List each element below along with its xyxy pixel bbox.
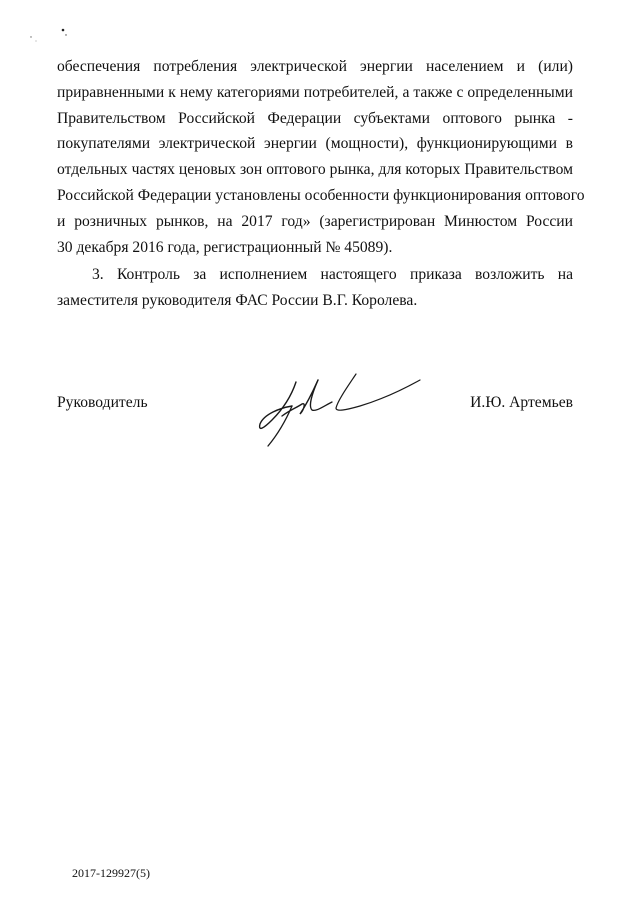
- text-line: отдельных частях ценовых зон оптового рынка, для которых Правительством: [57, 161, 573, 179]
- text-line: приравненными к нему категориями потребителей, а также с определенными: [57, 83, 573, 101]
- text-line: Российской Федерации установлены особенности функционирования оптового: [57, 186, 585, 204]
- document-number: 2017-129927(5): [72, 866, 150, 880]
- text-line: 30 декабря 2016 года, регистрационный № 45089).: [57, 238, 393, 256]
- signatory-role: Руководитель: [57, 394, 148, 411]
- signatory-name: И.Ю. Артемьев: [470, 394, 573, 411]
- text-line: Правительством Российской Федерации субъектами оптового рынка -: [57, 109, 573, 127]
- text-line: обеспечения потребления электрической энергии населением и (или): [57, 58, 573, 75]
- handwritten-signature: [252, 368, 422, 448]
- paragraph-continuation: [57, 54, 585, 260]
- text-line: и розничных рынков, на 2017 год» (зарегистрирован Минюстом России: [57, 212, 573, 230]
- text-line: 3. Контроль за исполнением настоящего приказа возложить на: [92, 266, 573, 283]
- text-line: заместителя руководителя ФАС России В.Г. Королева.: [57, 291, 418, 309]
- paragraph-3: [57, 262, 573, 314]
- text-line: покупателями электрической энергии (мощности), функционирующими в: [57, 135, 573, 153]
